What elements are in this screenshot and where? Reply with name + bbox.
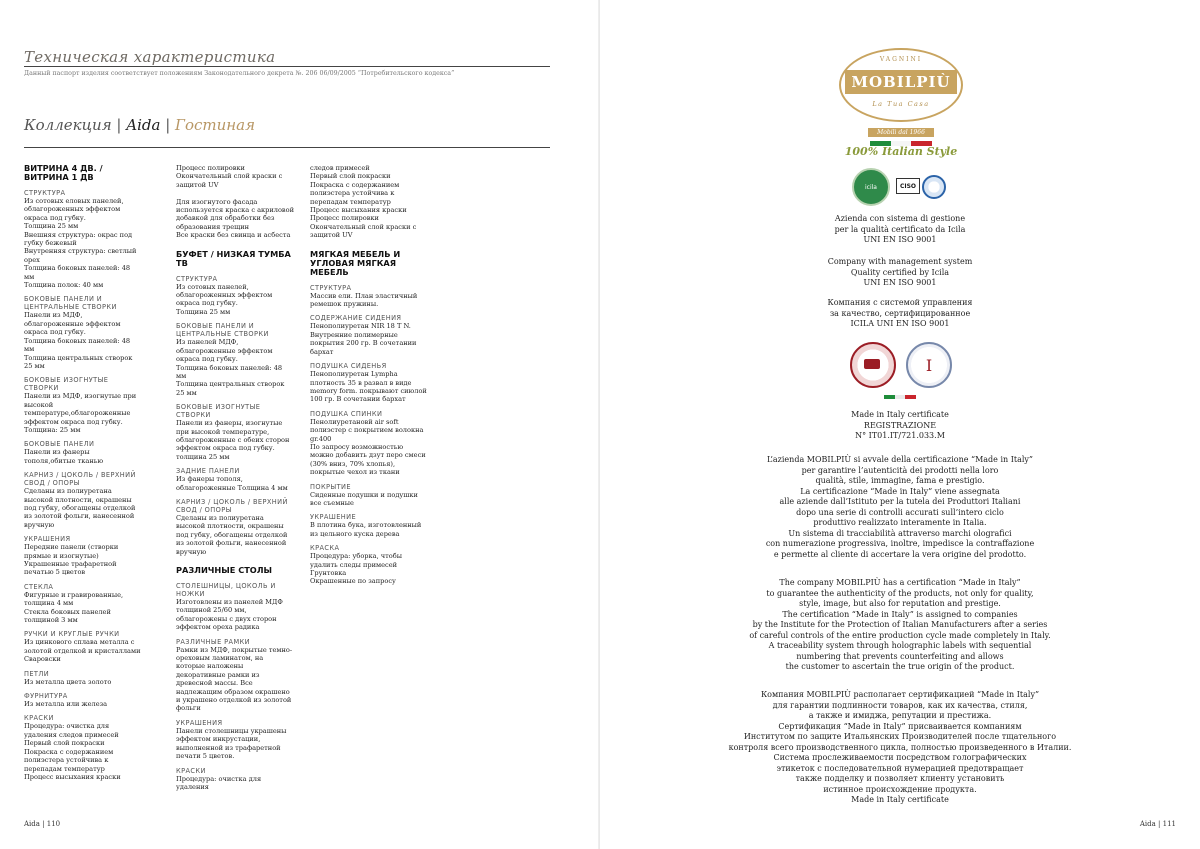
spec-block-text: Процедура: очистка для удаления следов примесей Первый слой покраски Покраска с содержанием полиэстера устойчива к перепадам температур Процесс высыхания краски xyxy=(24,722,121,781)
title-divider xyxy=(24,66,550,67)
certification-text-ru: Компания MOBILPIÙ располагает сертификацией “Made in Italy” для гарантии подлинности товаров, как их качества, стиля, а также и имиджа, репутации и престижа. Сертификация “Made in Italy” присваивается компаниям Институтом по защите Итальянских Производителей после тщательного контроля всего производственного цикла, полностью произведенного в Италии. Система прослеживаемости посредством голографических этикеток с последовательной нумерацией предотвращает также подделку и позволяет клиенту установить истинное происхождение продукта. Made in Italy certificate xyxy=(728,690,1072,804)
mobilpiu-logo xyxy=(836,48,966,146)
spec-block-text: Сиденные подушки и подушки все съемные xyxy=(310,490,418,507)
collection-divider xyxy=(24,147,550,148)
spec-block-text: Массив ели. План эластичный ремешок пружины. xyxy=(310,291,418,309)
spec-block-heading: ПЕТЛИ xyxy=(24,669,50,678)
spec-block-heading: ПОДУШКА СИДЕНЬЯ xyxy=(310,362,387,371)
spec-block xyxy=(310,410,428,477)
spec-block-text: Из сотовых еловых панелей, облагороженных эффектом окраса под губку. Толщина 25 мм Внешняя структура: окрас под губку бежевый Внутренняя структура: светлый орех Толщина боковых панелей: 48 мм Толщина полок: 40 мм xyxy=(24,197,137,290)
spec-block-text: Из панелей МДФ, облагороженные эффектом окраса под губку. Толщина боковых панелей: 48 мм Толщина центральных створок 25 мм xyxy=(176,338,285,397)
ciso-seal-icon: CISO xyxy=(896,178,920,194)
spec-block-text: Панели столешницы украшены эффектом инкрустации, выполненной из трафаретной печати 5 цветов. xyxy=(176,726,287,761)
certification-text-it: L’azienda MOBILPIÙ si avvale della certificazione “Made in Italy” per garantire l’autenticità dei prodotti nella loro qualità, stile, immagine, fama e prestigio. La certificazione “Made in Italy” viene assegnata alle aziende dall’Istituto per la tutela dei Produttori Italiani dopo una serie di controlli accurati sull’intero ciclo produttivo realizzato interamente in Italia. Un sistema di tracciabilità attraverso marchi olografici con numerazione progressiva, inoltre, impedisce la contraffazione e permette al cliente di accertare la vera origine del prodotto. xyxy=(765,455,1035,559)
spec-block-text: Из цинкового сплава металла с золотой отделкой и кристаллами Сваровски xyxy=(24,638,141,664)
spec-block xyxy=(310,513,428,538)
section-title: РАЗЛИЧНЫЕ СТОЛЫ xyxy=(176,565,273,575)
spec-block-text: Панели из МДФ, облагороженные эффектом окраса под губку. Толщина боковых панелей: 48 мм Толщина центральных створок 25 мм xyxy=(24,311,133,370)
icila-seal-icon: icila xyxy=(852,168,890,206)
spec-block xyxy=(176,638,294,713)
collection-heading xyxy=(24,116,255,134)
spec-block-heading: СТЕКЛА xyxy=(24,582,54,591)
spec-block-heading: КРАСКА xyxy=(310,544,340,553)
spec-block xyxy=(176,498,294,556)
spec-block-text: В плотина бука, изготовленный из цельного куска дерева xyxy=(310,521,422,538)
collection-name: Aida xyxy=(126,116,161,134)
collection-prefix: Коллекция | xyxy=(24,116,127,134)
spec-block-heading: КРАСКИ xyxy=(24,714,54,723)
spec-block xyxy=(310,544,428,586)
spec-block xyxy=(24,376,142,434)
spec-block-text: Передние панели (створки прямые и изогнутые) Украшенные трафаретной печатью 5 цветов xyxy=(24,543,119,577)
logo-tagline: La Tua Casa xyxy=(872,100,930,108)
spec-block xyxy=(176,322,294,397)
spec-block xyxy=(24,189,142,289)
spec-block-heading: РУЧКИ И КРУГЛЫЕ РУЧКИ xyxy=(24,630,120,639)
spec-block-text: Процедура: очистка для удаления xyxy=(176,774,262,791)
spec-block-text: Из сотовых панелей, облагороженных эффектом окраса под губку. Толщина 25 мм xyxy=(176,282,273,316)
section-title: МЯГКАЯ МЕБЕЛЬ И УГЛОВАЯ МЯГКАЯ МЕБЕЛЬ xyxy=(310,248,401,277)
page-number-right: Aida | 111 xyxy=(1139,820,1176,828)
spec-block-heading: УКРАШЕНИЯ xyxy=(176,718,223,727)
spec-block-text: Фигурные и гравированные, толщина 4 мм Стекла боковых панелей толщиной 3 мм xyxy=(24,590,124,625)
spec-block-heading: СОДЕРЖАНИЕ СИДЕНИЯ xyxy=(310,314,402,323)
spec-column-3 xyxy=(310,164,428,592)
page-subtitle: Данный паспорт изделия соответствует положениям Законодательного декрета №. 206 06/09/2005 “Потребительского кодекса” xyxy=(24,70,455,77)
spec-block-heading: УКРАШЕНИЯ xyxy=(24,535,71,544)
spec-block xyxy=(176,403,294,461)
spec-continuation-text: следов примесей Первый слой покраски Покраска с содержанием полиэстера устойчива к перепадам температур Процесс высыхания краски Процесс полировки Окончательный слой краски с защитой UV xyxy=(310,164,417,240)
spec-block xyxy=(176,582,294,632)
spec-block xyxy=(24,692,142,708)
spec-block-heading: РАЗЛИЧНЫЕ РАМКИ xyxy=(176,637,250,646)
spec-block xyxy=(310,483,428,508)
spec-block xyxy=(24,535,142,577)
section-title: БУФЕТ / НИЗКАЯ ТУМБА ТВ xyxy=(176,248,291,268)
quality-text-ru: Компания с системой управления за качество, сертифицированное ICILA UNI EN ISO 9001 xyxy=(827,298,973,328)
italian-style-label: 100% Italian Style xyxy=(844,145,958,158)
spec-column-2 xyxy=(176,164,294,797)
spec-block xyxy=(176,467,294,492)
spec-block-text: Из металла цвета золото xyxy=(24,677,112,686)
spec-block-heading: УКРАШЕНИЕ xyxy=(310,513,357,522)
spec-block-heading: КРАСКИ xyxy=(176,766,206,775)
spec-block xyxy=(176,767,294,792)
spec-block xyxy=(24,714,142,781)
made-in-italy-seal-icon xyxy=(850,342,896,388)
spec-block-heading: СТОЛЕШНИЦЫ, ЦОКОЛЬ И НОЖКИ xyxy=(176,582,276,598)
page-title: Техническая характеристика xyxy=(24,48,276,66)
spec-block xyxy=(310,314,428,356)
logo-vagnini: VAGNINI xyxy=(879,56,923,63)
spec-block xyxy=(24,670,142,686)
spec-block-text: Процедура: уборка, чтобы удалить следы примесей Грунтовка Окрашенные по запросу xyxy=(310,552,402,586)
spec-block-heading: СТРУКТУРА xyxy=(310,283,352,292)
spec-block-text: Пенополиуретан NIR 18 Т N. Внутренние полимерные покрытия 200 гр. В сочетании бархат xyxy=(310,322,417,356)
iqnet-seal-icon xyxy=(922,175,946,199)
spec-continuation-text: Процесс полировки Окончательный слой краски с защитой UV Для изогнутого фасада используется краска с акриловой добавкой для обработки без образования трещин Все краски без свинца и асбеста xyxy=(176,164,295,240)
spec-block-heading: ЗАДНИЕ ПАНЕЛИ xyxy=(176,467,240,476)
spec-block-text: Рамки из МДФ, покрытые темно-ореховым ламинатом, на которые наложены декоративные рамки из древесной массы. Все надлежащим образом окрашено и украшено отделкой из золотой фольги xyxy=(176,645,293,713)
certification-seals xyxy=(852,168,952,204)
spec-block-heading: ПОДУШКА СПИНКИ xyxy=(310,409,383,418)
spec-block-text: Из металла или железа xyxy=(24,700,108,709)
spec-block-text: Панели из фанеры тополя,обитые тканью xyxy=(24,448,104,465)
section-title: ВИТРИНА 4 ДВ. / ВИТРИНА 1 ДВ xyxy=(24,163,103,182)
spec-block-text: Панели из фанеры, изогнутые при высокой температуре, облагороженные с обеих сторон эффектом окраса под губку. толщина 25 мм xyxy=(176,419,290,461)
logo-since: Mobili dal 1966 xyxy=(868,128,934,137)
spec-block-heading: БОКОВЫЕ ПАНЕЛИ И ЦЕНТРАЛЬНЫЕ СТВОРКИ xyxy=(176,322,269,339)
spec-block-heading: КАРНИЗ / ЦОКОЛЬ / ВЕРХНИЙ СВОД / ОПОРЫ xyxy=(176,497,288,514)
right-page xyxy=(600,0,1200,849)
spec-block-heading: ФУРНИТУРА xyxy=(24,692,68,701)
spec-block-text: Сделаны из полиуретана высокой плотности, окрашены под губку, обогащены отделкой из золотой фольги, нанесенной вручную xyxy=(24,487,136,529)
spec-block-heading: КАРНИЗ / ЦОКОЛЬ / ВЕРХНИЙ СВОД / ОПОРЫ xyxy=(24,471,136,488)
spec-block-heading: СТРУКТУРА xyxy=(176,274,218,283)
spec-block xyxy=(24,440,142,465)
spec-column-1 xyxy=(24,164,142,787)
spec-block xyxy=(24,583,142,625)
spec-block xyxy=(24,630,142,663)
spec-block-text: Из фанеры тополя, облагороженные Толщина 4 мм xyxy=(176,475,288,492)
spec-block-text: Изготовлены из панелей МДФ толщиной 25/60 мм, облагорожены с двух сторон эффектом ореха радика xyxy=(176,598,283,632)
spec-block xyxy=(310,284,428,309)
spec-block xyxy=(176,719,294,761)
spec-block xyxy=(310,362,428,404)
spec-block-text: Сделаны из полиуретана высокой плотности, окрашены под губку, обогащены отделкой из золотой фольги, нанесенной вручную xyxy=(176,513,288,556)
made-in-italy-registration: Made in Italy certificate REGISTRAZIONE N° IT01.IT/721.033.M xyxy=(851,410,949,440)
spec-block-heading: БОКОВЫЕ ИЗОГНУТЫЕ СТВОРКИ xyxy=(24,376,109,393)
collection-room: Гостиная xyxy=(175,116,256,134)
page-number-left: Aida | 110 xyxy=(24,820,61,828)
spec-block xyxy=(24,471,142,529)
spec-block-heading: БОКОВЫЕ ИЗОГНУТЫЕ СТВОРКИ xyxy=(176,403,261,420)
itpi-seal-icon: I xyxy=(906,342,952,388)
spec-block-heading: БОКОВЫЕ ПАНЕЛИ xyxy=(24,440,95,449)
spec-block-text: Панели из МДФ, изогнутые при высокой температуре,облагороженные эффектом окраса под губку. Толщина: 25 мм xyxy=(24,392,137,434)
quality-text-en: Company with management system Quality certified by Icila UNI EN ISO 9001 xyxy=(827,257,973,287)
spec-block xyxy=(24,295,142,370)
certification-text-en: The company MOBILPIÙ has a certification “Made in Italy” to guarantee the authenticity of the products, not only for quality, style, image, but also for reputation and prestige. The certification “Made in Italy” is assigned to companies by the Institute for the Protection of Italian Manufacturers after a series of careful controls of the entire production cycle made completely in Italy. A traceability system through holographic labels with sequential numbering that prevents counterfeiting and allows the customer to ascertain the true origin of the product. xyxy=(749,578,1051,671)
spec-block-text: Пенополиуретан Lympha плотность 35 в развал в виде memory form. покрывают сиюлой 100 гр. В сочетании бархат xyxy=(310,370,427,404)
logo-oval xyxy=(839,48,963,122)
spec-block xyxy=(176,275,294,317)
italian-flag-icon xyxy=(884,395,916,399)
quality-text-it: Azienda con sistema di gestione per la qualità certificato da Icila UNI EN ISO 9001 xyxy=(834,214,966,244)
collection-separator: | xyxy=(160,116,176,134)
spec-block-heading: БОКОВЫЕ ПАНЕЛИ И ЦЕНТРАЛЬНЫЕ СТВОРКИ xyxy=(24,295,117,312)
spec-block-text: Пенолиуретановй air soft полиэстер с покрытием волокна gr.400 По запросу возможностью можно добавить дзут перо смеси (30% вниз, 70% хлопья), покрытые чехол из ткани xyxy=(310,417,426,477)
logo-brand: MOBILPIÙ xyxy=(845,70,957,94)
spec-block-heading: СТРУКТУРА xyxy=(24,189,66,197)
spec-block-heading: ПОКРЫТИЕ xyxy=(310,482,351,491)
